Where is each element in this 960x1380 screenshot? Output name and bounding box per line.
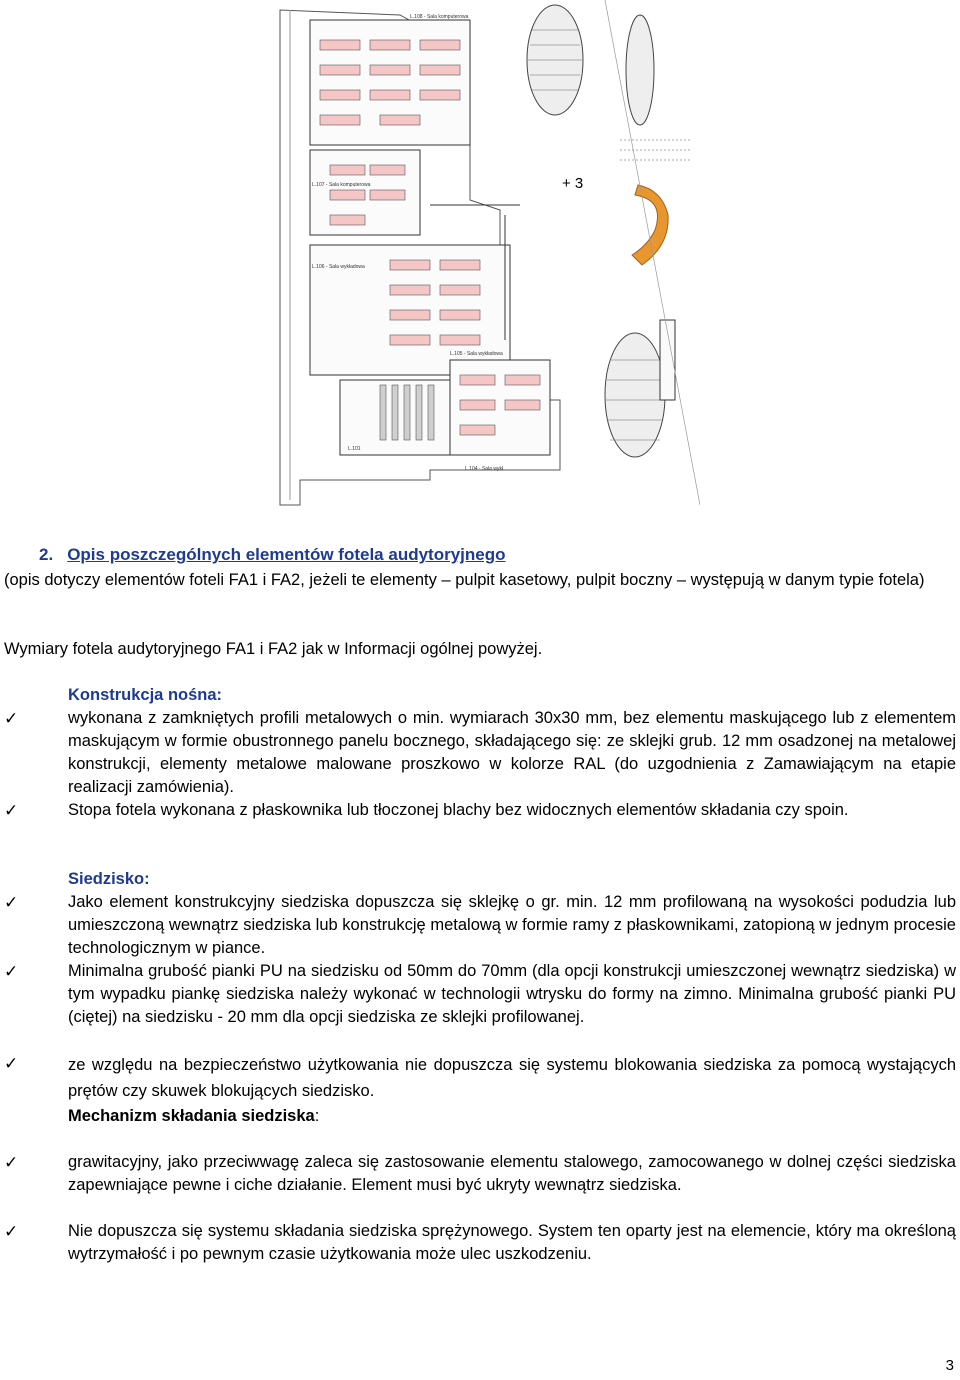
page-number: 3 — [945, 1357, 954, 1374]
check-icon: ✓ — [4, 1222, 19, 1241]
section-number: 2. — [39, 545, 54, 564]
list-item: Nie dopuszcza się systemu składania siedziska sprężynowego. System ten oparty jest na elemencie, który ma określoną wytrzymałość i po pewnym czasie użytkowania może ulec uszkodzeniu. — [68, 1222, 956, 1263]
check-icon: ✓ — [4, 801, 19, 820]
check-icon: ✓ — [4, 1054, 19, 1073]
section-title: Opis poszczególnych elementów fotela audytoryjnego — [67, 545, 506, 564]
list-item: Stopa fotela wykonana z płaskownika lub tłoczonej blachy bez widocznych elementów składania czy spoin. — [68, 801, 849, 819]
dimensions-text: Wymiary fotela audytoryjnego FA1 i FA2 jak w Informacji ogólnej powyżej. — [4, 640, 543, 658]
list-item: Jako element konstrukcyjny siedziska dopuszcza się sklejkę o gr. min. 12 mm profilowaną na wysokości podudzia lub umieszczoną wewnątrz siedziska lub konstrukcję metalową w formie ramy z płaskownikami, zatopioną w jednym procesie technologicznym w piance. — [68, 893, 956, 957]
room-label: L.105 - Sala wykładowa — [450, 351, 503, 357]
room-label: L.108 - Sala komputerowa — [410, 14, 469, 20]
konstrukcja-heading: Konstrukcja nośna: — [68, 686, 223, 704]
section-heading — [39, 545, 506, 565]
room-label: L.104 - Sala wykł. — [465, 466, 505, 472]
check-icon: ✓ — [4, 1153, 19, 1172]
list-item: wykonana z zamkniętych profili metalowych o min. wymiarach 30x30 mm, bez elementu maskującego lub z elementem maskującym w formie obustronnego panelu bocznego, składającego się: ze sklejki grub. 12 mm osadzonej na metalowej konstrukcji, elementy metalowe malowane proszkowo w kolorze RAL (do uzgodnienia z Zamawiającym na etapie realizacji zamówienia). — [68, 709, 956, 796]
check-icon: ✓ — [4, 893, 19, 912]
floor-plan-drawing — [270, 0, 700, 515]
siedzisko-heading: Siedzisko: — [68, 870, 150, 888]
plan-annotation: + 3 — [562, 175, 584, 192]
room-label: L.107 - Sala komputerowa — [312, 182, 371, 188]
list-item: grawitacyjny, jako przeciwwagę zaleca się zastosowanie elementu stalowego, zamocowanego w dolnej części siedziska zapewniające pewne i ciche działanie. Element musi być ukryty wewnątrz siedziska. — [68, 1153, 956, 1194]
mechanizm-heading-colon: : — [314, 1107, 320, 1125]
list-item: ze względu na bezpieczeństwo użytkowania nie dopuszcza się systemu blokowania siedziska za pomocą wystających prętów czy skuwek blokujących siedzisko. — [68, 1056, 956, 1100]
room-label: L.106 - Sala wykładowa — [312, 264, 365, 270]
check-icon: ✓ — [4, 709, 19, 728]
room-label: L.101 — [348, 446, 361, 452]
section-note: (opis dotyczy elementów foteli FA1 i FA2, jeżeli te elementy – pulpit kasetowy, pulpit boczny – występują w danym typie fotela) — [4, 571, 925, 589]
mechanizm-heading — [68, 1105, 319, 1128]
check-icon: ✓ — [4, 962, 19, 981]
list-item: Minimalna grubość pianki PU na siedzisku od 50mm do 70mm (dla opcji konstrukcji umieszczonej wewnątrz siedziska) w tym wypadku piankę siedziska należy wykonać w technologii wtrysku do formy na zimno. Minimalna grubość pianki PU (ciętej) na siedzisku - 20 mm dla opcji siedziska ze sklejki profilowanej. — [68, 962, 956, 1026]
mechanizm-heading-text: Mechanizm składania siedziska — [68, 1107, 315, 1125]
